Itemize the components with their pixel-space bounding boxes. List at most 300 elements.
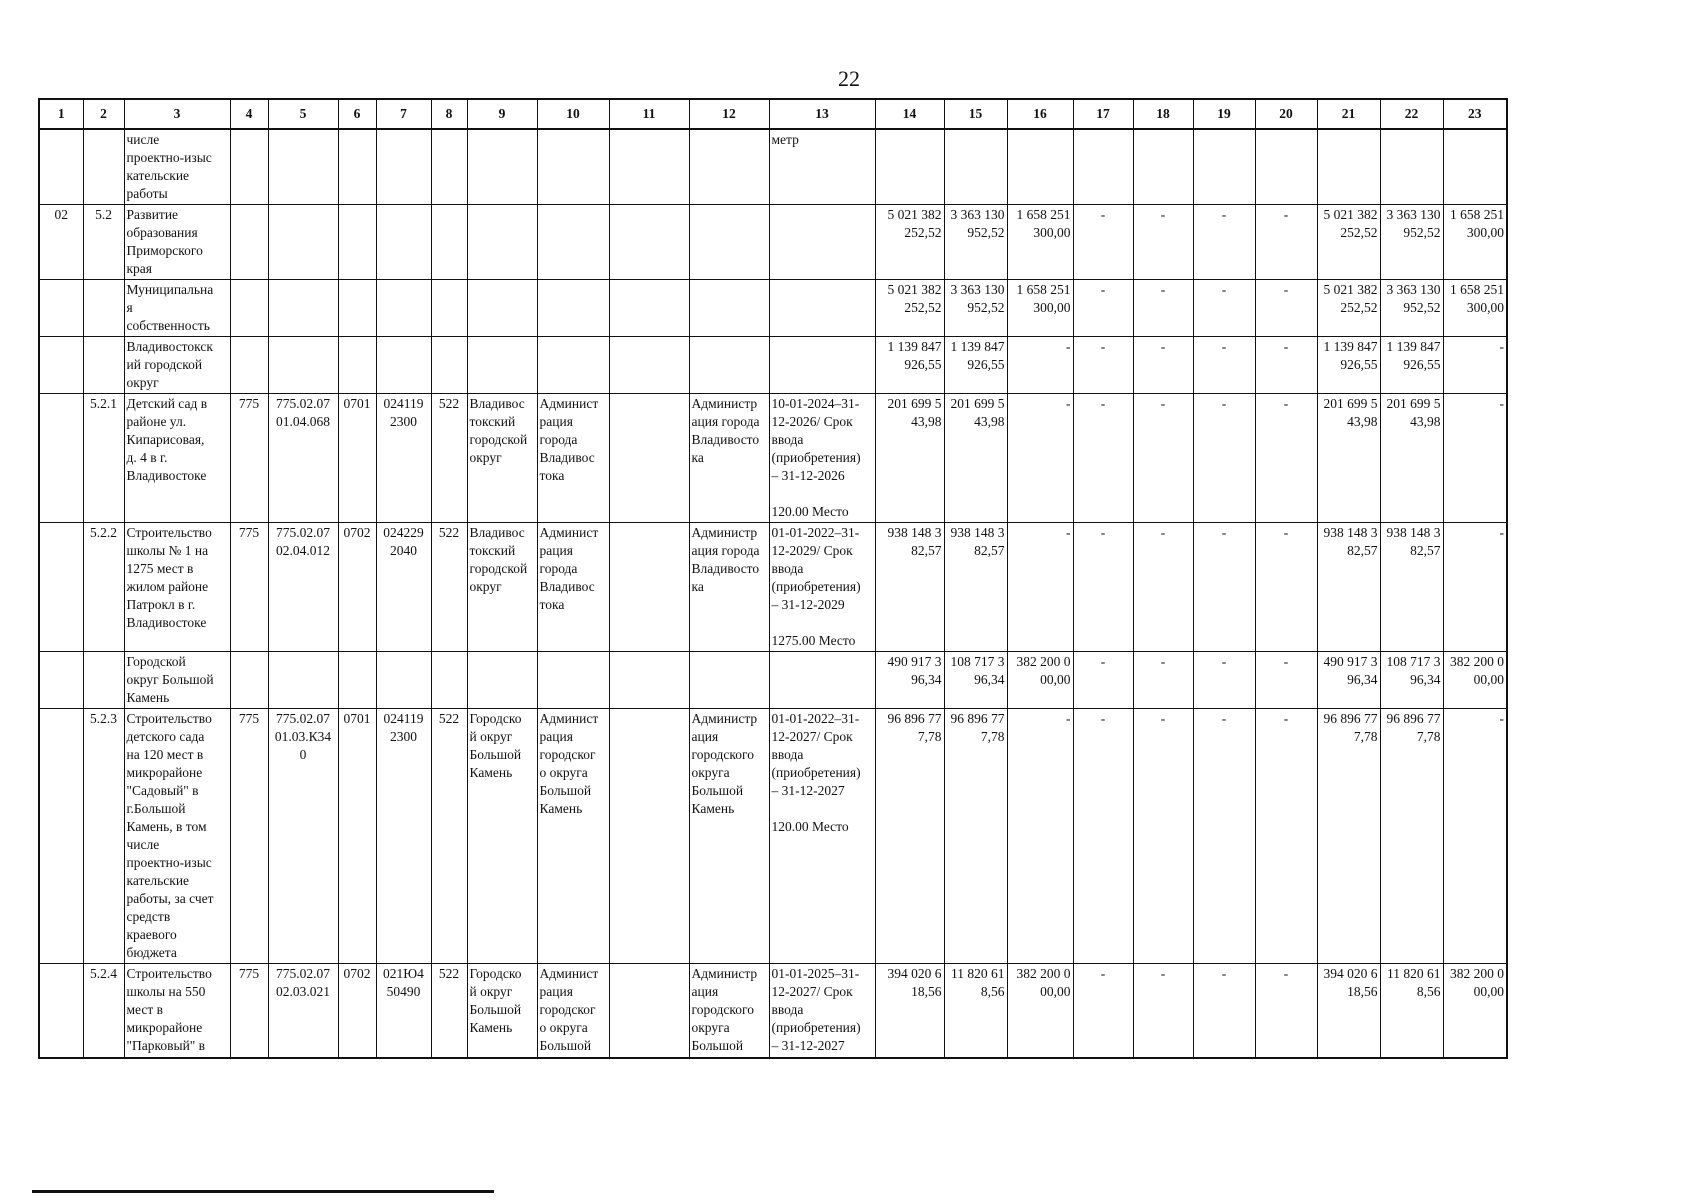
table-cell	[1380, 205, 1443, 280]
cell-text: -	[1283, 339, 1289, 354]
table-cell	[1133, 129, 1193, 205]
table-cell	[39, 280, 83, 337]
column-header-18: 18	[1133, 99, 1193, 129]
cell-text: 1 658 251 300,00	[1450, 282, 1504, 315]
cell-text: 11 820 61 8,56	[1387, 966, 1441, 999]
table-cell	[875, 337, 944, 394]
table-cell	[338, 337, 376, 394]
cell-text: 01-01-2022–31- 12-2029/ Срок ввода (приобретения) – 31-12-2029 1275.00 Место	[771, 525, 861, 648]
cell-text: Владивостокск ий городской округ	[126, 339, 213, 390]
table-cell	[1193, 337, 1255, 394]
cell-text: 522	[438, 966, 460, 981]
table-cell	[1133, 652, 1193, 709]
cell-text: 938 148 3 82,57	[950, 525, 1005, 558]
column-header-1: 1	[39, 99, 83, 129]
table-cell	[467, 652, 537, 709]
table-cell	[124, 129, 230, 205]
cell-text: 522	[438, 525, 460, 540]
table-cell	[1255, 709, 1317, 964]
column-header-5: 5	[268, 99, 338, 129]
cell-text: 394 020 6 18,56	[887, 966, 942, 999]
table-cell	[268, 964, 338, 1058]
table-cell	[467, 394, 537, 523]
cell-text: Городской округ Большой Камень	[126, 654, 214, 705]
table-cell	[338, 394, 376, 523]
table-cell	[1443, 964, 1507, 1058]
cell-text: 382 200 0 00,00	[1016, 654, 1071, 687]
table-row	[39, 709, 1507, 964]
table-cell	[83, 337, 124, 394]
cell-text: -	[1100, 207, 1106, 222]
table-cell	[467, 280, 537, 337]
cell-text: -	[1283, 525, 1289, 540]
column-header-23: 23	[1443, 99, 1507, 129]
column-header-10: 10	[537, 99, 609, 129]
table-cell	[268, 709, 338, 964]
column-header-11: 11	[609, 99, 689, 129]
cell-text: 021Ю4 50490	[383, 966, 424, 999]
cell-text: -	[1160, 525, 1166, 540]
cell-text: Админист рация города Владивос тока	[539, 525, 599, 612]
table-cell	[537, 709, 609, 964]
table-cell	[83, 205, 124, 280]
cell-text: Админист рация городског о округа Большой Камень	[539, 711, 599, 816]
cell-text: -	[1221, 282, 1227, 297]
table-cell	[537, 205, 609, 280]
table-cell	[268, 394, 338, 523]
table-cell	[467, 337, 537, 394]
cell-text: 382 200 0 00,00	[1450, 966, 1504, 999]
table-cell	[609, 337, 689, 394]
cell-text: -	[1100, 282, 1106, 297]
table-cell	[1193, 709, 1255, 964]
table-cell	[230, 205, 268, 280]
cell-text: 522	[438, 396, 460, 411]
table-cell	[944, 709, 1007, 964]
table-cell	[689, 129, 769, 205]
table-header-row	[39, 99, 1507, 129]
table-cell	[431, 709, 467, 964]
cell-text: 1 658 251 300,00	[1016, 282, 1071, 315]
table-cell	[268, 652, 338, 709]
column-header-17: 17	[1073, 99, 1133, 129]
cell-text: 490 917 3 96,34	[887, 654, 942, 687]
table-cell	[875, 280, 944, 337]
cell-text: 775	[238, 525, 260, 540]
table-cell	[83, 523, 124, 652]
cell-text: 938 148 3 82,57	[887, 525, 942, 558]
table-cell	[1007, 709, 1073, 964]
table-cell	[537, 652, 609, 709]
table-cell	[230, 280, 268, 337]
cell-text: 201 699 5 43,98	[887, 396, 942, 429]
table-cell	[1255, 129, 1317, 205]
cell-text: метр	[771, 132, 799, 147]
table-cell	[431, 652, 467, 709]
table-cell	[1073, 280, 1133, 337]
table-cell	[1007, 652, 1073, 709]
cell-text: 5 021 382 252,52	[887, 282, 942, 315]
table-cell	[268, 337, 338, 394]
table-cell	[875, 394, 944, 523]
table-cell	[1073, 205, 1133, 280]
cell-text: -	[1221, 966, 1227, 981]
cell-text: 382 200 0 00,00	[1450, 654, 1504, 687]
table-cell	[83, 964, 124, 1058]
table-cell	[268, 129, 338, 205]
cell-text: 394 020 6 18,56	[1323, 966, 1378, 999]
column-header-15: 15	[944, 99, 1007, 129]
table-cell	[83, 394, 124, 523]
cell-text: 024119 2300	[383, 396, 424, 429]
table-cell	[1380, 129, 1443, 205]
table-cell	[1380, 280, 1443, 337]
column-header-16: 16	[1007, 99, 1073, 129]
cell-text: -	[1221, 207, 1227, 222]
cell-text: -	[1160, 207, 1166, 222]
table-cell	[1443, 652, 1507, 709]
table-cell	[467, 523, 537, 652]
cell-text: Городско й округ Большой Камень	[469, 711, 522, 780]
table-cell	[1133, 523, 1193, 652]
table-cell	[1255, 337, 1317, 394]
cell-text: -	[1100, 711, 1106, 726]
table-cell	[944, 964, 1007, 1058]
column-header-21: 21	[1317, 99, 1380, 129]
cell-text: 1 658 251 300,00	[1450, 207, 1504, 240]
page-number: 22	[838, 66, 860, 91]
table-cell	[1133, 280, 1193, 337]
cell-text: числе проектно-изыс кательские работы	[126, 132, 212, 201]
table-cell	[1073, 709, 1133, 964]
cell-text: 775.02.07 02.03.021	[276, 966, 330, 999]
table-cell	[467, 205, 537, 280]
column-header-3: 3	[124, 99, 230, 129]
cell-text: 96 896 77 7,78	[950, 711, 1005, 744]
table-cell	[1007, 205, 1073, 280]
table-cell	[944, 337, 1007, 394]
cell-text: -	[1499, 525, 1504, 540]
table-cell	[124, 205, 230, 280]
table-cell	[39, 964, 83, 1058]
table-cell	[1007, 964, 1073, 1058]
cell-text: -	[1221, 654, 1227, 669]
table-cell	[537, 280, 609, 337]
cell-text: -	[1221, 396, 1227, 411]
table-cell	[1133, 394, 1193, 523]
table-cell	[944, 280, 1007, 337]
cell-text: 1 658 251 300,00	[1016, 207, 1071, 240]
table-cell	[39, 129, 83, 205]
cell-text: 0701	[343, 711, 371, 726]
table-cell	[124, 964, 230, 1058]
table-cell	[1255, 964, 1317, 1058]
table-cell	[431, 337, 467, 394]
table-cell	[609, 205, 689, 280]
cell-text: -	[1066, 396, 1071, 411]
table-cell	[1255, 523, 1317, 652]
table-cell	[376, 523, 431, 652]
table-cell	[1007, 337, 1073, 394]
column-header-19: 19	[1193, 99, 1255, 129]
cell-text: -	[1160, 654, 1166, 669]
table-cell	[39, 652, 83, 709]
cell-text: 3 363 130 952,52	[1386, 207, 1441, 240]
table-cell	[431, 280, 467, 337]
cell-text: -	[1283, 654, 1289, 669]
table-cell	[689, 523, 769, 652]
cell-text: -	[1283, 711, 1289, 726]
table-cell	[689, 709, 769, 964]
table-cell	[1317, 652, 1380, 709]
table-cell	[1193, 964, 1255, 1058]
column-header-14: 14	[875, 99, 944, 129]
cell-text: 01-01-2022–31- 12-2027/ Срок ввода (приобретения) – 31-12-2027 120.00 Место	[771, 711, 861, 834]
table-cell	[376, 709, 431, 964]
table-cell	[875, 129, 944, 205]
table-cell	[609, 280, 689, 337]
cell-text: 96 896 77 7,78	[887, 711, 942, 744]
cell-text: -	[1160, 966, 1166, 981]
cell-text: 10-01-2024–31- 12-2026/ Срок ввода (приобретения) – 31-12-2026 120.00 Место	[771, 396, 861, 519]
column-header-9: 9	[467, 99, 537, 129]
table-cell	[268, 205, 338, 280]
table-cell	[1380, 709, 1443, 964]
table-cell	[1193, 129, 1255, 205]
table-cell	[230, 709, 268, 964]
table-cell	[431, 523, 467, 652]
table-cell	[83, 652, 124, 709]
cell-text: 938 148 3 82,57	[1323, 525, 1378, 558]
cell-text: Строительство школы на 550 мест в микрорайоне "Парковый" в	[126, 966, 212, 1053]
table-cell	[1133, 205, 1193, 280]
table-cell	[1380, 964, 1443, 1058]
cell-text: 96 896 77 7,78	[1386, 711, 1441, 744]
budget-table	[38, 98, 1508, 1059]
table-cell	[83, 129, 124, 205]
table-cell	[1255, 205, 1317, 280]
table-cell	[609, 523, 689, 652]
table-cell	[769, 652, 875, 709]
table-cell	[124, 709, 230, 964]
table-cell	[338, 523, 376, 652]
column-header-22: 22	[1380, 99, 1443, 129]
cell-text: Строительство школы № 1 на 1275 мест в жилом районе Патрокл в г. Владивостоке	[126, 525, 212, 630]
cell-text: 775.02.07 01.04.068	[276, 396, 330, 429]
cell-text: 3 363 130 952,52	[950, 282, 1005, 315]
table-cell	[376, 280, 431, 337]
table-cell	[1073, 337, 1133, 394]
table-cell	[1317, 394, 1380, 523]
cell-text: 0702	[343, 525, 371, 540]
table-cell	[1255, 280, 1317, 337]
table-cell	[1443, 205, 1507, 280]
table-cell	[1317, 280, 1380, 337]
table-cell	[1193, 280, 1255, 337]
cell-text: 775.02.07 02.04.012	[276, 525, 330, 558]
cell-text: -	[1100, 966, 1106, 981]
table-cell	[537, 337, 609, 394]
table-cell	[769, 523, 875, 652]
table-cell	[338, 205, 376, 280]
cell-text: -	[1160, 339, 1166, 354]
cell-text: Администр ация города Владивосто ка	[691, 396, 760, 465]
cell-text: 5 021 382 252,52	[1323, 282, 1378, 315]
cell-text: 5.2	[95, 207, 112, 222]
table-cell	[769, 280, 875, 337]
table-cell	[609, 129, 689, 205]
cell-text: Детский сад в районе ул. Кипарисовая, д. 4 в г. Владивостоке	[126, 396, 208, 483]
table-cell	[689, 205, 769, 280]
cell-text: 201 699 5 43,98	[950, 396, 1005, 429]
cell-text: 3 363 130 952,52	[950, 207, 1005, 240]
table-cell	[1380, 337, 1443, 394]
table-cell	[609, 652, 689, 709]
cell-text: 11 820 61 8,56	[951, 966, 1005, 999]
cell-text: -	[1100, 525, 1106, 540]
cell-text: 0701	[343, 396, 371, 411]
table-cell	[467, 964, 537, 1058]
table-cell	[1193, 523, 1255, 652]
table-cell	[1317, 337, 1380, 394]
table-cell	[268, 523, 338, 652]
cell-text: Строительство детского сада на 120 мест в микрорайоне "Садовый" в г.Большой Камень, в том числе проектно-изыс кательские работы, за счет средств краевого бюджета	[126, 711, 214, 960]
table-row	[39, 523, 1507, 652]
table-cell	[376, 394, 431, 523]
table-cell	[431, 394, 467, 523]
table-cell	[338, 280, 376, 337]
cell-text: Владивос токский городской округ	[469, 396, 528, 465]
cell-text: -	[1499, 711, 1504, 726]
table-cell	[944, 394, 1007, 523]
table-cell	[1317, 523, 1380, 652]
cell-text: 1 139 847 926,55	[1386, 339, 1441, 372]
cell-text: -	[1221, 339, 1227, 354]
table-cell	[1133, 709, 1193, 964]
table-cell	[944, 523, 1007, 652]
table-cell	[467, 709, 537, 964]
table-cell	[1007, 523, 1073, 652]
table-cell	[537, 129, 609, 205]
table-cell	[1255, 652, 1317, 709]
cell-text: Владивос токский городской округ	[469, 525, 528, 594]
cell-text: 490 917 3 96,34	[1323, 654, 1378, 687]
table-cell	[1443, 523, 1507, 652]
table-cell	[1317, 709, 1380, 964]
cell-text: 1 139 847 926,55	[887, 339, 942, 372]
table-cell	[124, 280, 230, 337]
cell-text: -	[1066, 711, 1071, 726]
table-cell	[609, 394, 689, 523]
column-header-12: 12	[689, 99, 769, 129]
table-cell	[1317, 964, 1380, 1058]
table-cell	[1255, 394, 1317, 523]
table-cell	[376, 129, 431, 205]
table-cell	[1073, 129, 1133, 205]
table-cell	[338, 129, 376, 205]
table-cell	[338, 652, 376, 709]
cell-text: 024229 2040	[383, 525, 424, 558]
table-cell	[230, 652, 268, 709]
cell-text: 5.2.4	[90, 966, 117, 981]
table-cell	[124, 394, 230, 523]
table-cell	[537, 523, 609, 652]
cell-text: Городско й округ Большой Камень	[469, 966, 522, 1035]
table-cell	[268, 280, 338, 337]
cell-text: 5 021 382 252,52	[887, 207, 942, 240]
table-row	[39, 129, 1507, 205]
cell-text: 1 139 847 926,55	[950, 339, 1005, 372]
table-cell	[1380, 523, 1443, 652]
cell-text: -	[1160, 396, 1166, 411]
table-cell	[230, 337, 268, 394]
cell-text: Админист рация городског о округа Большой	[539, 966, 599, 1053]
table-cell	[769, 394, 875, 523]
cell-text: -	[1066, 339, 1071, 354]
table-cell	[1073, 964, 1133, 1058]
table-cell	[338, 709, 376, 964]
cell-text: 024119 2300	[383, 711, 424, 744]
table-cell	[124, 523, 230, 652]
table-cell	[1133, 337, 1193, 394]
table-row	[39, 964, 1507, 1058]
column-header-13: 13	[769, 99, 875, 129]
table-cell	[1073, 394, 1133, 523]
cell-text: 5.2.2	[90, 525, 117, 540]
table-cell	[1073, 523, 1133, 652]
table-cell	[689, 337, 769, 394]
table-cell	[609, 964, 689, 1058]
table-cell	[83, 280, 124, 337]
table-cell	[944, 129, 1007, 205]
column-header-2: 2	[83, 99, 124, 129]
cell-text: -	[1499, 396, 1504, 411]
table-cell	[1193, 205, 1255, 280]
table-cell	[376, 652, 431, 709]
table-cell	[376, 337, 431, 394]
cell-text: 02	[54, 207, 68, 222]
cell-text: -	[1283, 966, 1289, 981]
table-row	[39, 337, 1507, 394]
cell-text: 775	[238, 711, 260, 726]
table-cell	[230, 523, 268, 652]
table-cell	[689, 280, 769, 337]
cell-text: 108 717 3 96,34	[1386, 654, 1441, 687]
cell-text: -	[1100, 339, 1106, 354]
cell-text: -	[1499, 339, 1504, 354]
table-cell	[1443, 337, 1507, 394]
column-header-4: 4	[230, 99, 268, 129]
table-cell	[1007, 394, 1073, 523]
cell-text: -	[1066, 525, 1071, 540]
cell-text: 522	[438, 711, 460, 726]
table-cell	[124, 652, 230, 709]
column-header-7: 7	[376, 99, 431, 129]
cell-text: -	[1221, 525, 1227, 540]
table-cell	[431, 129, 467, 205]
column-header-6: 6	[338, 99, 376, 129]
table-cell	[1193, 394, 1255, 523]
table-cell	[39, 337, 83, 394]
cell-text: -	[1283, 396, 1289, 411]
footnote-separator	[32, 1190, 494, 1193]
table-cell	[1380, 394, 1443, 523]
cell-text: -	[1283, 207, 1289, 222]
table-cell	[1443, 709, 1507, 964]
table-cell	[769, 129, 875, 205]
table-cell	[39, 394, 83, 523]
cell-text: 938 148 3 82,57	[1386, 525, 1441, 558]
